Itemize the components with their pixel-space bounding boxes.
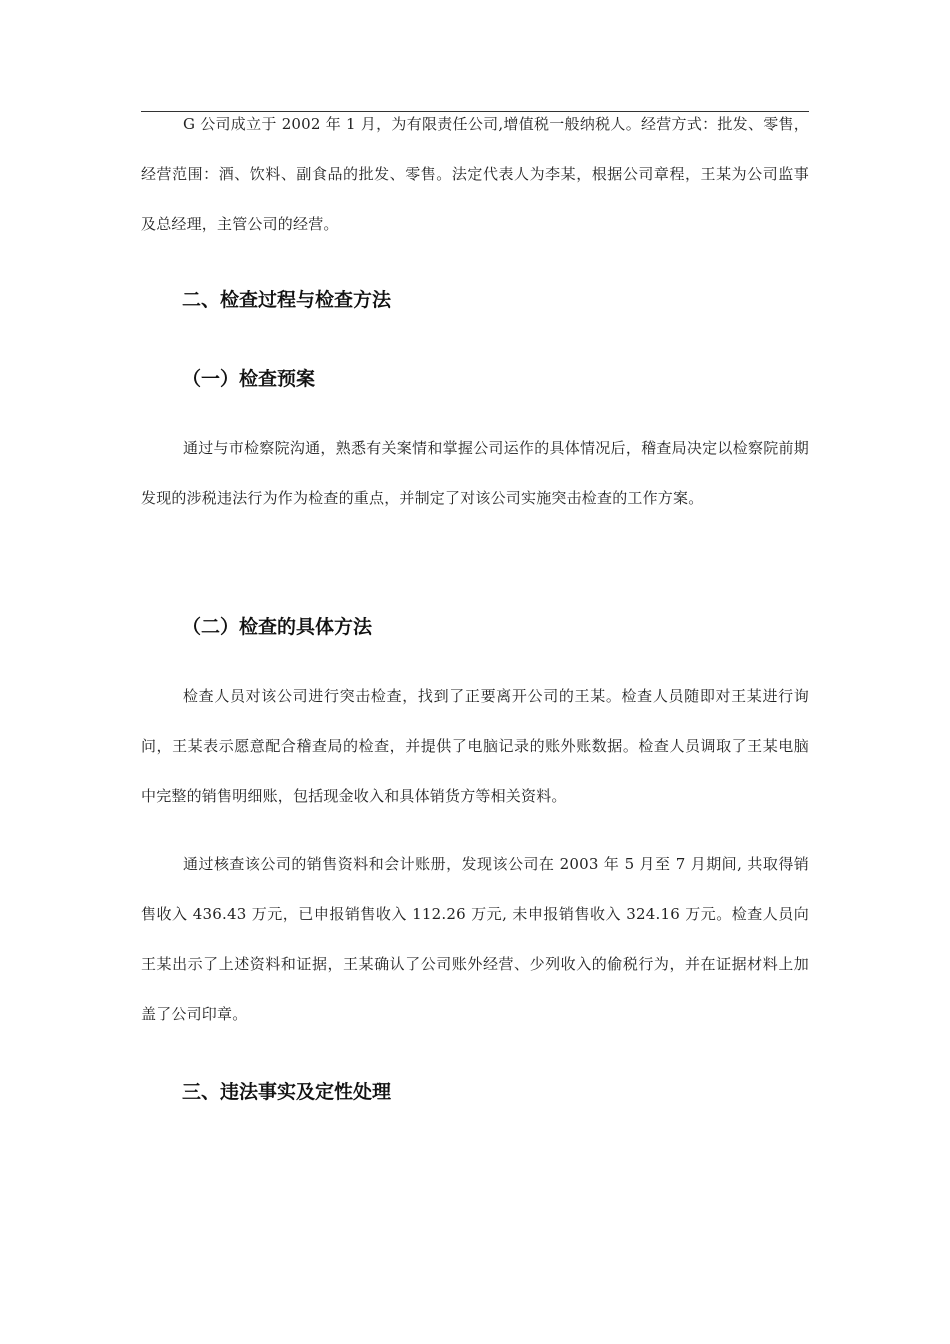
section-heading-violation-facts: 三、违法事实及定性处理: [182, 1081, 392, 1103]
subsection-heading-inspection-plan: （一）检查预案: [182, 368, 316, 390]
subsection-heading-inspection-method: （二）检查的具体方法: [182, 616, 373, 638]
section-heading-inspection-process: 二、检查过程与检查方法: [182, 289, 392, 311]
paragraph-inspection-plan: 通过与市检察院沟通，熟悉有关案情和掌握公司运作的具体情况后，稽查局决定以检察院前期发现的涉税违法行为作为检查的重点，并制定了对该公司实施突击检查的工作方案。: [141, 439, 809, 507]
paragraph-company-intro: G 公司成立于 2002 年 1 月，为有限责任公司,增值税一般纳税人。经营方式：批发、零售，经营范围：酒、饮料、副食品的批发、零售。法定代表人为李某，根据公司章程，王某为公司监事及总经理，主管公司的经营。: [141, 115, 809, 233]
paragraph-inspection-method-2: 通过核查该公司的销售资料和会计账册，发现该公司在 2003 年 5 月至 7 月期间, 共取得销售收入 436.43 万元，已申报销售收入 112.26 万元, 未申报销售收入 324.16 万元。检查人员向王某出示了上述资料和证据，王某确认了公司账外经营、少列收入的偷税行为，并在证据材料上加盖了公司印章。: [141, 855, 809, 1023]
paragraph-inspection-method-1: 检查人员对该公司进行突击检查，找到了正要离开公司的王某。检查人员随即对王某进行询问，王某表示愿意配合稽查局的检查，并提供了电脑记录的账外账数据。检查人员调取了王某电脑中完整的销售明细账，包括现金收入和具体销货方等相关资料。: [141, 687, 809, 805]
